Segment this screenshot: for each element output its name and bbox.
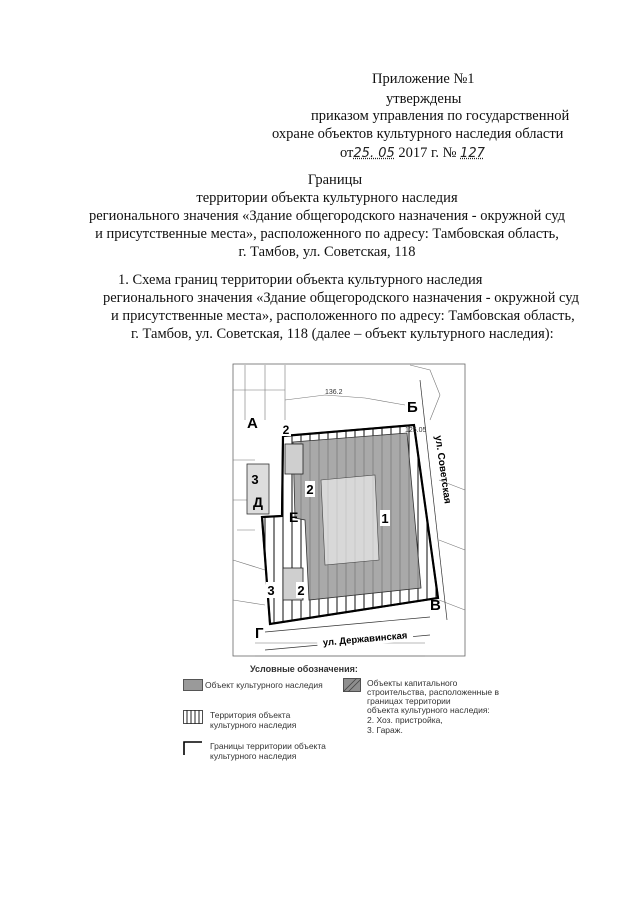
date-prefix: от <box>340 145 354 161</box>
approved-label: утверждены <box>386 91 462 107</box>
point-V: В <box>430 597 441 614</box>
legend-capital-label-3: границах территории <box>367 696 451 706</box>
appendix-label: Приложение №1 <box>372 71 475 87</box>
legend-capital-item-2: 2. Хоз. пристройка, <box>367 715 443 725</box>
title-line-4: и присутственные места», расположенного по адресу: Тамбовская область, <box>95 226 559 242</box>
legend-territory-swatch <box>183 710 203 724</box>
order-line-1: приказом управления по государственной <box>311 108 570 124</box>
order-number-handwritten: 127 <box>460 146 485 161</box>
boundary-scheme-map <box>225 360 470 660</box>
section1-line-1: 1. Схема границ территории объекта культурного наследия <box>118 272 483 288</box>
legend-capital-label-2: строительства, расположенные в <box>367 687 500 697</box>
legend-capital-item-3: 3. Гараж. <box>367 725 403 735</box>
number-1-okn: 1 <box>381 511 389 526</box>
legend-capital-swatch <box>343 678 361 692</box>
date-handwritten: 25. 05 <box>353 146 395 161</box>
point-D: Д <box>253 494 263 510</box>
legend-capital-label-4: объекта культурного наследия: <box>367 705 490 715</box>
title-line-2: территории объекта культурного наследия <box>196 190 458 206</box>
legend-territory-label-1: Территория объекта <box>210 710 291 720</box>
title-borders: Границы <box>307 172 363 188</box>
point-E: Е <box>289 509 299 525</box>
order-line-2: охране объектов культурного наследия области <box>272 126 564 142</box>
courtyard <box>321 475 379 565</box>
section1-line-3: и присутственные места», расположенного по адресу: Тамбовская область, <box>111 308 575 324</box>
elevation-top: 136.2 <box>325 389 343 396</box>
legend-territory-label-2: культурного наследия <box>210 720 297 730</box>
legend-border-label-2: культурного наследия <box>210 751 297 761</box>
street-east-label: ул. Советская <box>432 434 453 505</box>
number-3-garage: 3 <box>251 472 259 487</box>
point-A: А <box>247 415 258 432</box>
point-B: Б <box>407 399 418 416</box>
number-3-south: 3 <box>267 583 275 598</box>
legend-okn-swatch <box>183 679 203 691</box>
elevation-ne: 125.05 <box>405 427 427 434</box>
section1-line-4: г. Тамбов, ул. Советская, 118 (далее – объект культурного наследия): <box>131 326 554 342</box>
legend-heading: Условные обозначения: <box>250 664 358 674</box>
date-year: 2017 г. № <box>398 145 457 161</box>
order-date-line <box>340 144 485 163</box>
legend-capital-label-1: Объекты капитального <box>367 678 458 688</box>
title-line-3: регионального значения «Здание общегородского назначения - окружной суд <box>88 208 565 224</box>
section1-line-2: регионального значения «Здание общегородского назначения - окружной суд <box>103 290 580 306</box>
number-2-south: 2 <box>297 583 305 598</box>
legend-border-label-1: Границы территории объекта <box>210 741 326 751</box>
legend-border-swatch <box>183 740 203 756</box>
number-2-center: 2 <box>306 482 314 497</box>
outbuilding-2-north <box>285 444 303 474</box>
legend-okn-label: Объект культурного наследия <box>205 680 323 690</box>
title-line-5: г. Тамбов, ул. Советская, 118 <box>238 244 416 260</box>
point-G: Г <box>255 625 264 642</box>
street-south-label: ул. Державинская <box>322 630 408 649</box>
number-2-north: 2 <box>282 423 290 437</box>
